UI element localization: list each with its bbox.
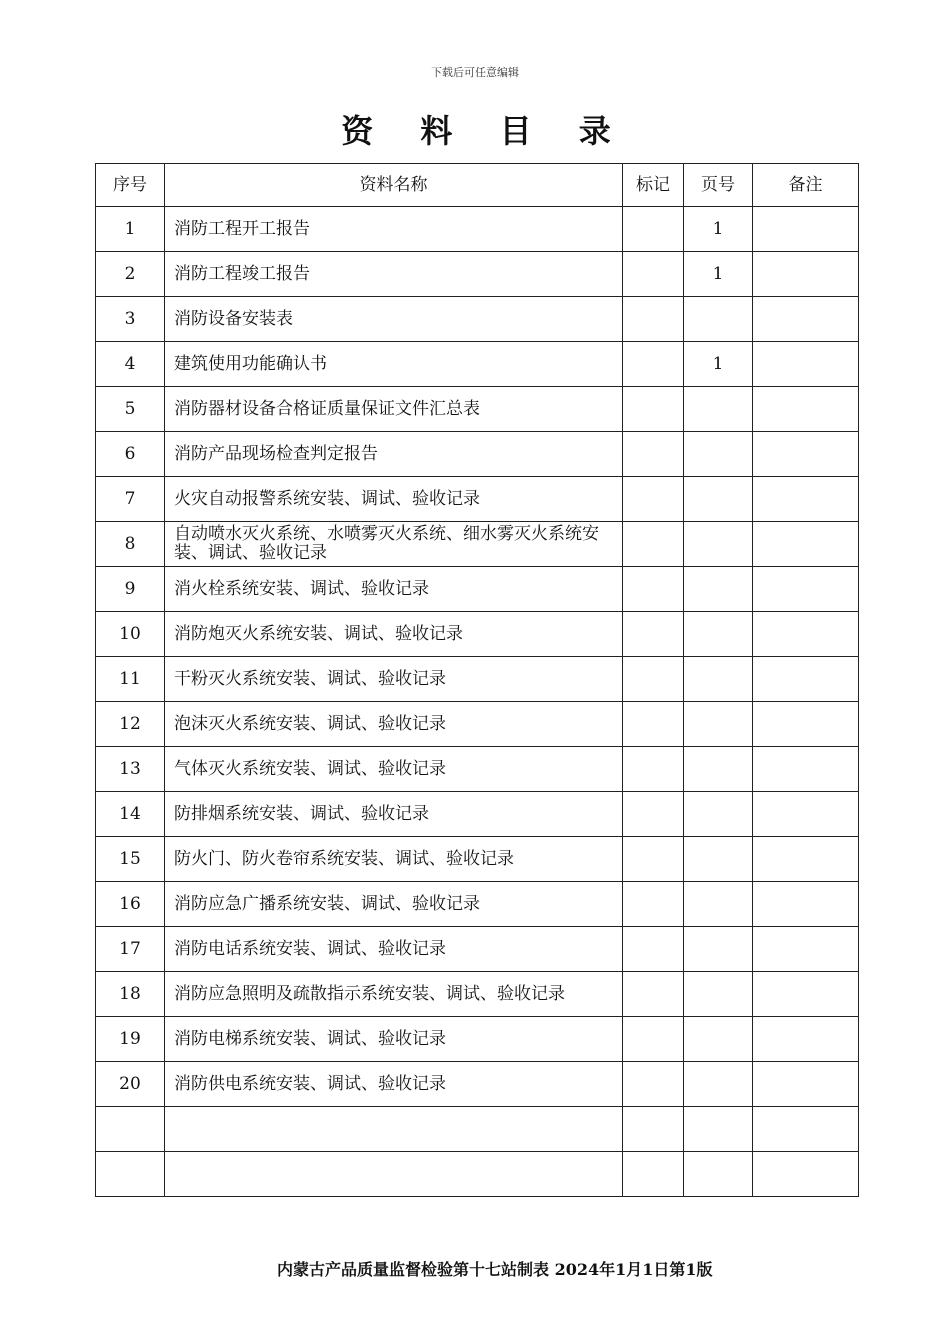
cell-no: 3 bbox=[96, 297, 165, 342]
cell-note bbox=[753, 567, 859, 612]
cell-name: 消防产品现场检查判定报告 bbox=[165, 432, 623, 477]
cell-mark bbox=[623, 207, 684, 252]
cell-page bbox=[684, 477, 753, 522]
table-row bbox=[96, 747, 859, 792]
cell-no: 20 bbox=[96, 1062, 165, 1107]
cell-page bbox=[684, 297, 753, 342]
cell-name: 防火门、防火卷帘系统安装、调试、验收记录 bbox=[165, 837, 623, 882]
cell-name: 消火栓系统安装、调试、验收记录 bbox=[165, 567, 623, 612]
cell-note bbox=[753, 297, 859, 342]
cell-no: 8 bbox=[96, 522, 165, 567]
table-row bbox=[96, 1062, 859, 1107]
cell-no bbox=[96, 1152, 165, 1197]
cell-note bbox=[753, 837, 859, 882]
cell-page bbox=[684, 747, 753, 792]
cell-mark bbox=[623, 1152, 684, 1197]
table-row bbox=[96, 387, 859, 432]
cell-note bbox=[753, 207, 859, 252]
cell-no: 2 bbox=[96, 252, 165, 297]
cell-no: 9 bbox=[96, 567, 165, 612]
cell-no: 17 bbox=[96, 927, 165, 972]
cell-note bbox=[753, 792, 859, 837]
cell-mark bbox=[623, 792, 684, 837]
cell-name: 消防电梯系统安装、调试、验收记录 bbox=[165, 1017, 623, 1062]
cell-name: 干粉灭火系统安装、调试、验收记录 bbox=[165, 657, 623, 702]
cell-no: 13 bbox=[96, 747, 165, 792]
cell-note bbox=[753, 1062, 859, 1107]
cell-page bbox=[684, 657, 753, 702]
table-row bbox=[96, 612, 859, 657]
cell-name: 消防设备安装表 bbox=[165, 297, 623, 342]
cell-mark bbox=[623, 1062, 684, 1107]
table-row bbox=[96, 477, 859, 522]
cell-no: 5 bbox=[96, 387, 165, 432]
header-page: 页号 bbox=[684, 164, 753, 207]
cell-note bbox=[753, 1017, 859, 1062]
cell-mark bbox=[623, 387, 684, 432]
cell-note bbox=[753, 342, 859, 387]
header-no: 序号 bbox=[96, 164, 165, 207]
cell-note bbox=[753, 972, 859, 1017]
cell-name: 消防应急广播系统安装、调试、验收记录 bbox=[165, 882, 623, 927]
cell-page bbox=[684, 522, 753, 567]
cell-page bbox=[684, 702, 753, 747]
cell-no: 19 bbox=[96, 1017, 165, 1062]
header-mark: 标记 bbox=[623, 164, 684, 207]
cell-no: 12 bbox=[96, 702, 165, 747]
cell-name: 气体灭火系统安装、调试、验收记录 bbox=[165, 747, 623, 792]
table-row bbox=[96, 567, 859, 612]
cell-page bbox=[684, 792, 753, 837]
cell-name bbox=[165, 1152, 623, 1197]
table-row bbox=[96, 972, 859, 1017]
table-row bbox=[96, 1152, 859, 1197]
cell-note bbox=[753, 477, 859, 522]
table-row bbox=[96, 837, 859, 882]
cell-no: 1 bbox=[96, 207, 165, 252]
cell-note bbox=[753, 1107, 859, 1152]
cell-no: 16 bbox=[96, 882, 165, 927]
cell-mark bbox=[623, 612, 684, 657]
cell-no: 10 bbox=[96, 612, 165, 657]
cell-no: 4 bbox=[96, 342, 165, 387]
cell-no: 6 bbox=[96, 432, 165, 477]
cell-no: 15 bbox=[96, 837, 165, 882]
cell-page: 1 bbox=[684, 207, 753, 252]
footer-text: 内蒙古产品质量监督检验第十七站制表 2024年1月1日第1版 bbox=[277, 1260, 713, 1279]
cell-note bbox=[753, 252, 859, 297]
cell-page bbox=[684, 432, 753, 477]
header-name: 资料名称 bbox=[165, 164, 623, 207]
cell-mark bbox=[623, 1017, 684, 1062]
table-row bbox=[96, 342, 859, 387]
cell-mark bbox=[623, 567, 684, 612]
catalog-table bbox=[95, 163, 859, 1197]
cell-note bbox=[753, 612, 859, 657]
cell-no: 18 bbox=[96, 972, 165, 1017]
cell-mark bbox=[623, 522, 684, 567]
table-row bbox=[96, 702, 859, 747]
cell-mark bbox=[623, 837, 684, 882]
cell-no: 7 bbox=[96, 477, 165, 522]
cell-mark bbox=[623, 657, 684, 702]
cell-mark bbox=[623, 702, 684, 747]
cell-page bbox=[684, 1152, 753, 1197]
cell-mark bbox=[623, 972, 684, 1017]
cell-page bbox=[684, 567, 753, 612]
table-row bbox=[96, 657, 859, 702]
watermark-text: 下载后可任意编辑 bbox=[431, 66, 519, 79]
cell-note bbox=[753, 522, 859, 567]
cell-name: 消防器材设备合格证质量保证文件汇总表 bbox=[165, 387, 623, 432]
cell-mark bbox=[623, 927, 684, 972]
cell-no: 14 bbox=[96, 792, 165, 837]
cell-name: 消防应急照明及疏散指示系统安装、调试、验收记录 bbox=[165, 972, 623, 1017]
cell-mark bbox=[623, 882, 684, 927]
cell-name: 消防电话系统安装、调试、验收记录 bbox=[165, 927, 623, 972]
cell-name: 消防工程竣工报告 bbox=[165, 252, 623, 297]
catalog-table-header bbox=[96, 164, 859, 207]
catalog-table-body bbox=[96, 207, 859, 1197]
cell-page bbox=[684, 387, 753, 432]
cell-page bbox=[684, 927, 753, 972]
cell-page bbox=[684, 1107, 753, 1152]
cell-note bbox=[753, 1152, 859, 1197]
cell-name: 建筑使用功能确认书 bbox=[165, 342, 623, 387]
header-note: 备注 bbox=[753, 164, 859, 207]
cell-name: 火灾自动报警系统安装、调试、验收记录 bbox=[165, 477, 623, 522]
cell-note bbox=[753, 657, 859, 702]
table-row bbox=[96, 522, 859, 567]
table-row bbox=[96, 1017, 859, 1062]
table-row bbox=[96, 297, 859, 342]
cell-page bbox=[684, 837, 753, 882]
table-row bbox=[96, 207, 859, 252]
cell-page: 1 bbox=[684, 342, 753, 387]
table-row bbox=[96, 1107, 859, 1152]
cell-mark bbox=[623, 477, 684, 522]
table-row bbox=[96, 927, 859, 972]
table-row bbox=[96, 882, 859, 927]
cell-page bbox=[684, 1017, 753, 1062]
cell-page bbox=[684, 972, 753, 1017]
cell-note bbox=[753, 432, 859, 477]
cell-mark bbox=[623, 297, 684, 342]
cell-page bbox=[684, 612, 753, 657]
cell-page: 1 bbox=[684, 252, 753, 297]
cell-name: 消防供电系统安装、调试、验收记录 bbox=[165, 1062, 623, 1107]
cell-mark bbox=[623, 432, 684, 477]
cell-name: 防排烟系统安装、调试、验收记录 bbox=[165, 792, 623, 837]
table-row bbox=[96, 252, 859, 297]
cell-mark bbox=[623, 342, 684, 387]
cell-mark bbox=[623, 252, 684, 297]
cell-note bbox=[753, 387, 859, 432]
table-row bbox=[96, 792, 859, 837]
cell-name: 自动喷水灭火系统、水喷雾灭火系统、细水雾灭火系统安装、调试、验收记录 bbox=[165, 522, 623, 567]
header-row bbox=[96, 164, 859, 207]
cell-name: 泡沫灭火系统安装、调试、验收记录 bbox=[165, 702, 623, 747]
page-title: 资 料 目 录 bbox=[341, 112, 629, 150]
cell-mark bbox=[623, 747, 684, 792]
cell-no bbox=[96, 1107, 165, 1152]
cell-note bbox=[753, 882, 859, 927]
table-row bbox=[96, 432, 859, 477]
cell-name: 消防炮灭火系统安装、调试、验收记录 bbox=[165, 612, 623, 657]
cell-page bbox=[684, 882, 753, 927]
cell-note bbox=[753, 927, 859, 972]
cell-no: 11 bbox=[96, 657, 165, 702]
cell-note bbox=[753, 702, 859, 747]
cell-name bbox=[165, 1107, 623, 1152]
cell-page bbox=[684, 1062, 753, 1107]
cell-mark bbox=[623, 1107, 684, 1152]
cell-name: 消防工程开工报告 bbox=[165, 207, 623, 252]
cell-note bbox=[753, 747, 859, 792]
